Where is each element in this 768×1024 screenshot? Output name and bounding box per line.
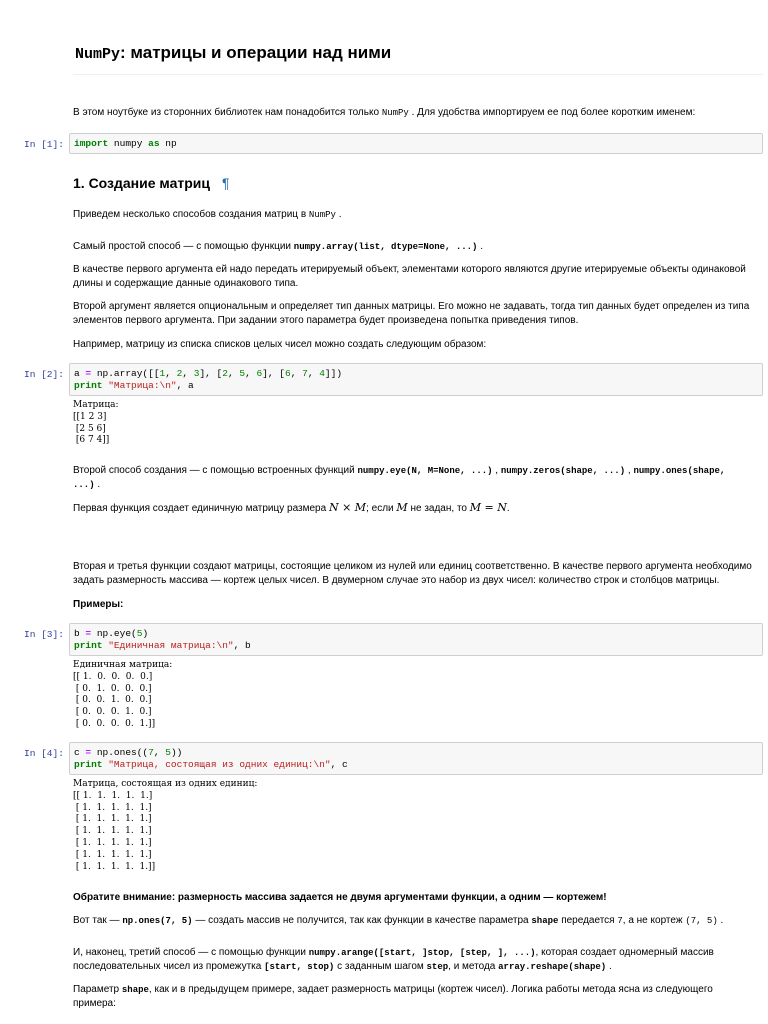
paragraph-attention: Обратите внимание: размерность массива задается не двумя аргументами функции, а одним — кортежем!: [73, 892, 607, 903]
paragraph-text: И, наконец, третий способ — с помощью функции: [73, 947, 306, 958]
inline-code: numpy.eye(N, M=None, ...): [357, 466, 493, 476]
paragraph-text: , которая создает одномерный массив последовательных чисел из промежутка: [73, 947, 714, 972]
code-cell-4[interactable]: [69, 742, 763, 775]
paragraph-text: , и метода: [448, 961, 496, 972]
paragraph-thus: [73, 914, 753, 928]
paragraph-example: Например, матрицу из списка списков целых чисел можно создать следующим образом:: [73, 339, 487, 350]
cell-3-output: Единичная матрица: [[ 1. 0. 0. 0. 0.] [ 0. 1. 0. 0. 0.] [ 0. 0. 1. 0. 0.] [ 0. 0. 0. 1. 0.] [ 0. 0. 0. 0. 1.]]: [73, 660, 173, 729]
code-cell-2[interactable]: [69, 363, 763, 396]
intro-text-2: . Для удобства импортируем ее под более коротким именем:: [411, 107, 696, 118]
paragraph-text: Параметр: [73, 984, 120, 995]
cell-4-prompt: In [4]:: [24, 748, 64, 759]
math-expression: N × M: [328, 501, 367, 514]
code-cell-1[interactable]: [69, 133, 763, 154]
math-expression: M = N: [469, 501, 507, 514]
paragraph-second-way: Второй способ создания — с помощью встроенных функций numpy.eye(N, M=None, ...) , numpy.zeros(shape, ...) , numpy.ones(shape, ...) .: [73, 465, 726, 490]
paragraph-text: .: [608, 961, 612, 972]
inline-code: numpy.ones(shape,: [633, 466, 726, 476]
paragraph-text: с заданным шагом: [337, 961, 424, 972]
code-cell-3-source[interactable]: b = np.eye(5) print "Единичная матрица:\n", b: [74, 628, 251, 651]
paragraph-second-third: Вторая и третья функции создают матрицы, состоящие целиком из нулей или единиц соответственно. В качестве первого аргумента необходимо задать размерность массива — кортеж целых чисел. В двумерном случае это набор из двух чисел: количество строк и столбцов матрицы.: [73, 561, 752, 586]
intro-text-1: В этом ноутбуке из сторонних библиотек нам понадобится только: [73, 107, 380, 118]
inline-code: numpy.zeros(shape, ...): [500, 466, 626, 476]
paragraph-param: [73, 983, 753, 1011]
paragraph-text: Приведем несколько способов создания матриц в: [73, 209, 307, 220]
paragraph-text: .: [720, 915, 724, 926]
kw-as: as: [148, 138, 160, 149]
paragraph-text: ; если: [366, 503, 394, 514]
paragraph-first-arg: В качестве первого аргумента ей надо передать итерируемый объект, элементами которого являются другие итерируемые объекты одинаковой длины и содержащие данные одинакового типа.: [73, 264, 746, 289]
inline-code: step: [426, 962, 449, 972]
code-cell-4-source[interactable]: c = np.ones((7, 5)) print "Матрица, состоящая из одних единиц:\n", c: [74, 747, 348, 770]
paragraph-text: .: [506, 503, 510, 514]
pilcrow-anchor-link[interactable]: ¶: [222, 175, 230, 191]
paragraph-text: Самый простой способ — с помощью функции: [73, 241, 292, 252]
paragraph-text: передается: [561, 915, 615, 926]
paragraph-text: , а не кортеж: [622, 915, 683, 926]
inline-code: shape: [121, 985, 149, 995]
inline-code: array.reshape(shape): [498, 962, 607, 972]
title-text: : матрицы и операции над ними: [120, 43, 392, 62]
paragraph-text: не задан, то: [410, 503, 467, 514]
inline-code: shape: [531, 916, 559, 926]
paragraph-second-arg: Второй аргумент является опциональным и определяет тип данных матрицы. Его можно не задавать, тогда тип данных будет определен из типа элементов первого аргумента. При задании этого параметра будет произведена попытка приведения типов.: [73, 301, 750, 326]
intro-code: NumPy: [381, 108, 409, 118]
paragraph-simple-way: [73, 240, 753, 254]
code-cell-3[interactable]: [69, 623, 763, 656]
paragraph-first-func: [73, 501, 753, 516]
paragraph-text: Первая функция создает единичную матрицу размера: [73, 503, 327, 514]
inline-code: np.ones(7, 5): [122, 916, 193, 926]
paragraph-text: Вот так —: [73, 915, 120, 926]
cell-2-prompt: In [2]:: [24, 369, 64, 380]
cell-3-prompt: In [3]:: [24, 629, 64, 640]
section-heading-text: 1. Создание матриц: [73, 175, 210, 191]
alias-name: np: [159, 138, 177, 149]
paragraph-third-way: [73, 946, 753, 974]
inline-code: 7: [617, 916, 623, 926]
page-title: [75, 43, 391, 63]
cell-4-output: Матрица, состоящая из одних единиц: [[ 1. 1. 1. 1. 1.] [ 1. 1. 1. 1. 1.] [ 1. 1. 1. 1. 1.] [ 1. 1. 1. 1. 1.] [ 1. 1. 1. 1. 1.] [ 1. 1. 1. 1. 1.] [ 1. 1. 1. 1. 1.]]: [73, 779, 258, 872]
paragraph-text: , как и в предыдущем примере, задает размерность матрицы (кортеж чисел). Логика работы метода ясна из следующего примера:: [73, 984, 713, 1009]
inline-code: [start, stop): [264, 962, 335, 972]
paragraph-text: .: [338, 209, 342, 220]
cell-2-output: Матрица: [[1 2 3] [2 5 6] [6 7 4]]: [73, 400, 119, 446]
section-heading-1: [73, 175, 230, 191]
inline-code: (7, 5): [685, 916, 718, 926]
math-expression: M: [396, 501, 408, 514]
cell-1-prompt: In [1]:: [24, 139, 64, 150]
kw-import: import: [74, 138, 109, 149]
inline-code: ...): [73, 480, 95, 490]
inline-code: numpy.arange([start, ]stop, [step, ], ...): [308, 948, 536, 958]
paragraph-text: Второй способ создания — с помощью встроенных функций: [73, 465, 355, 476]
paragraph-text: .: [480, 241, 483, 252]
paragraph-intro: [73, 208, 753, 222]
code-cell-1-source[interactable]: [70, 134, 762, 154]
title-divider: [73, 74, 763, 75]
module-name: numpy: [108, 138, 149, 149]
code-cell-2-source[interactable]: a = np.array([[1, 2, 3], [2, 5, 6], [6, 7, 4]]) print "Матрица:\n", a: [74, 368, 343, 391]
title-code: NumPy: [75, 46, 121, 63]
inline-code: NumPy: [308, 210, 336, 220]
intro-paragraph: [73, 106, 753, 120]
inline-code: numpy.array(list, dtype=None, ...): [293, 242, 478, 252]
paragraph-examples: Примеры:: [73, 599, 124, 610]
paragraph-text: — создать массив не получится, так как функции в качестве параметра: [195, 915, 529, 926]
